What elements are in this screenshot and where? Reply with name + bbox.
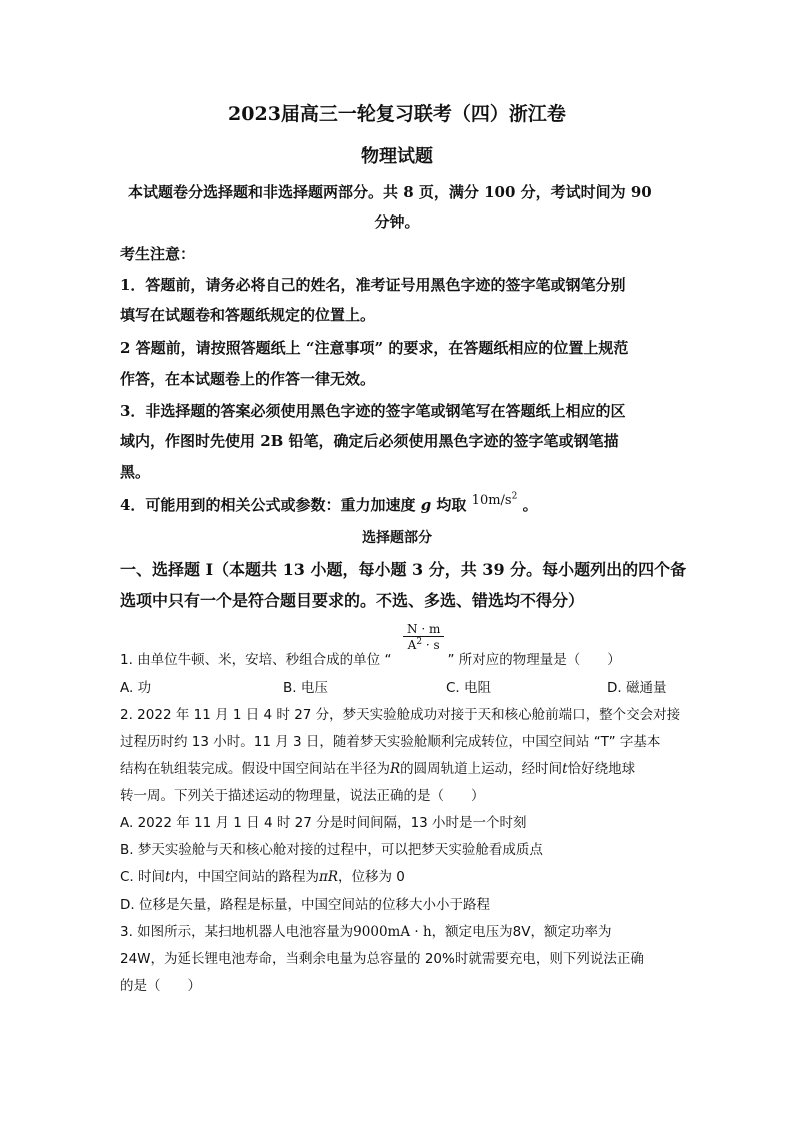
gravity-variable: g <box>420 496 432 514</box>
part-1-line-2: 选项中只有一个是符合题目要求的。不选、多选、错选均不得分） <box>120 591 585 610</box>
question-1-option-a: A. 功 <box>120 680 152 696</box>
intro-line-2: 分钟。 <box>374 213 420 231</box>
notice-item-4-mid: 均取 <box>436 496 467 514</box>
part-1-line-1: 一、选择题 I（本题共 13 小题，每小题 3 分，共 39 分。每小题列出的四个备 <box>120 560 687 579</box>
question-1-stem: 1. 由单位牛顿、米，安培、秒组合成的单位 “ <box>120 652 392 668</box>
fraction-denominator: $A^2 \cdot s$ <box>407 637 440 652</box>
notice-item-3-line-2: 域内，作图时先使用 2B 铅笔，确定后必须使用黑色字迹的签字笔或钢笔描 <box>120 432 619 450</box>
notice-item-4 <box>120 491 670 515</box>
question-1-option-b: B. 电压 <box>283 680 328 696</box>
notice-item-2-line-1: 2 答题前，请按照答题纸上 “注意事项” 的要求，在答题纸相应的位置上规范 <box>120 339 629 357</box>
exam-subtitle: 物理试题 <box>361 146 433 167</box>
notice-item-4-text: 4．可能用到的相关公式或参数：重力加速度 <box>120 496 416 514</box>
battery-capacity: 9000mA · h <box>353 924 432 940</box>
notice-item-3-line-3: 黑。 <box>120 463 151 481</box>
exam-title: 2023届高三一轮复习联考（四）浙江卷 <box>228 103 566 125</box>
question-2-option-b: B. 梦天实验舱与天和核心舱对接的过程中，可以把梦天实验舱看成质点 <box>120 842 543 858</box>
rated-voltage: 8V <box>512 924 531 940</box>
intro-line-1: 本试题卷分选择题和非选择题两部分。共 8 页，满分 100 分，考试时间为 90 <box>128 183 652 201</box>
question-1-stem-end: ” 所对应的物理量是（ ） <box>447 652 621 668</box>
fraction-numerator: N · m <box>403 622 444 637</box>
notice-item-2-line-2: 作答，在本试题卷上的作答一律无效。 <box>120 370 376 388</box>
radius-variable: R <box>390 761 401 777</box>
question-2-line-1: 2. 2022 年 11 月 1 日 4 时 27 分，梦天实验舱成功对接于天和核心舱前端口，整个交会对接 <box>120 707 681 723</box>
question-1 <box>120 648 670 668</box>
question-3-line-1: 3. 如图所示，某扫地机器人电池容量为9000mA · h，额定电压为8V，额定功率为 <box>120 924 612 940</box>
question-2-option-c: C. 时间t内，中国空间站的路程为πR，位移为 0 <box>120 869 405 885</box>
notice-item-3-line-1: 3．非选择题的答案必须使用黑色字迹的签字笔或钢笔写在答题纸上相应的区 <box>120 402 626 420</box>
question-2-option-d: D. 位移是矢量，路程是标量，中国空间站的位移大小小于路程 <box>120 897 490 913</box>
rated-power: 24W <box>120 951 151 967</box>
section-heading: 选择题部分 <box>362 530 432 546</box>
notice-item-1-line-1: 1．答题前，请务必将自己的姓名，准考证号用黑色字迹的签字笔或钢笔分别 <box>120 276 626 294</box>
question-2-line-2: 过程历时约 13 小时。11 月 3 日，随着梦天实验舱顺利完成转位，中国空间站 “T” 字基本 <box>120 734 661 750</box>
time-variable: t <box>562 761 568 777</box>
notice-item-1-line-2: 填写在试题卷和答题纸规定的位置上。 <box>120 306 376 324</box>
notice-item-4-end: 。 <box>522 496 538 514</box>
notice-heading: 考生注意： <box>120 245 196 263</box>
question-1-option-d: D. 磁通量 <box>607 680 667 696</box>
gravity-value: $10m/s^2$ <box>471 491 518 508</box>
question-3-line-3: 的是（ ） <box>120 978 201 994</box>
question-2-line-3: 结构在轨组装完成。假设中国空间站在半径为R的圆周轨道上运动，经时间t恰好绕地球 <box>120 761 636 777</box>
question-3-line-2: 24W，为延长锂电池寿命，当剩余电量为总容量的 20%时就需要充电，则下列说法正确 <box>120 951 644 967</box>
question-1-option-c: C. 电阻 <box>446 680 492 696</box>
question-2-option-a: A. 2022 年 11 月 1 日 4 时 27 分是时间间隔，13 小时是一个时刻 <box>120 815 527 831</box>
question-2-line-4: 转一周。下列关于描述运动的物理量，说法正确的是（ ） <box>120 788 485 804</box>
